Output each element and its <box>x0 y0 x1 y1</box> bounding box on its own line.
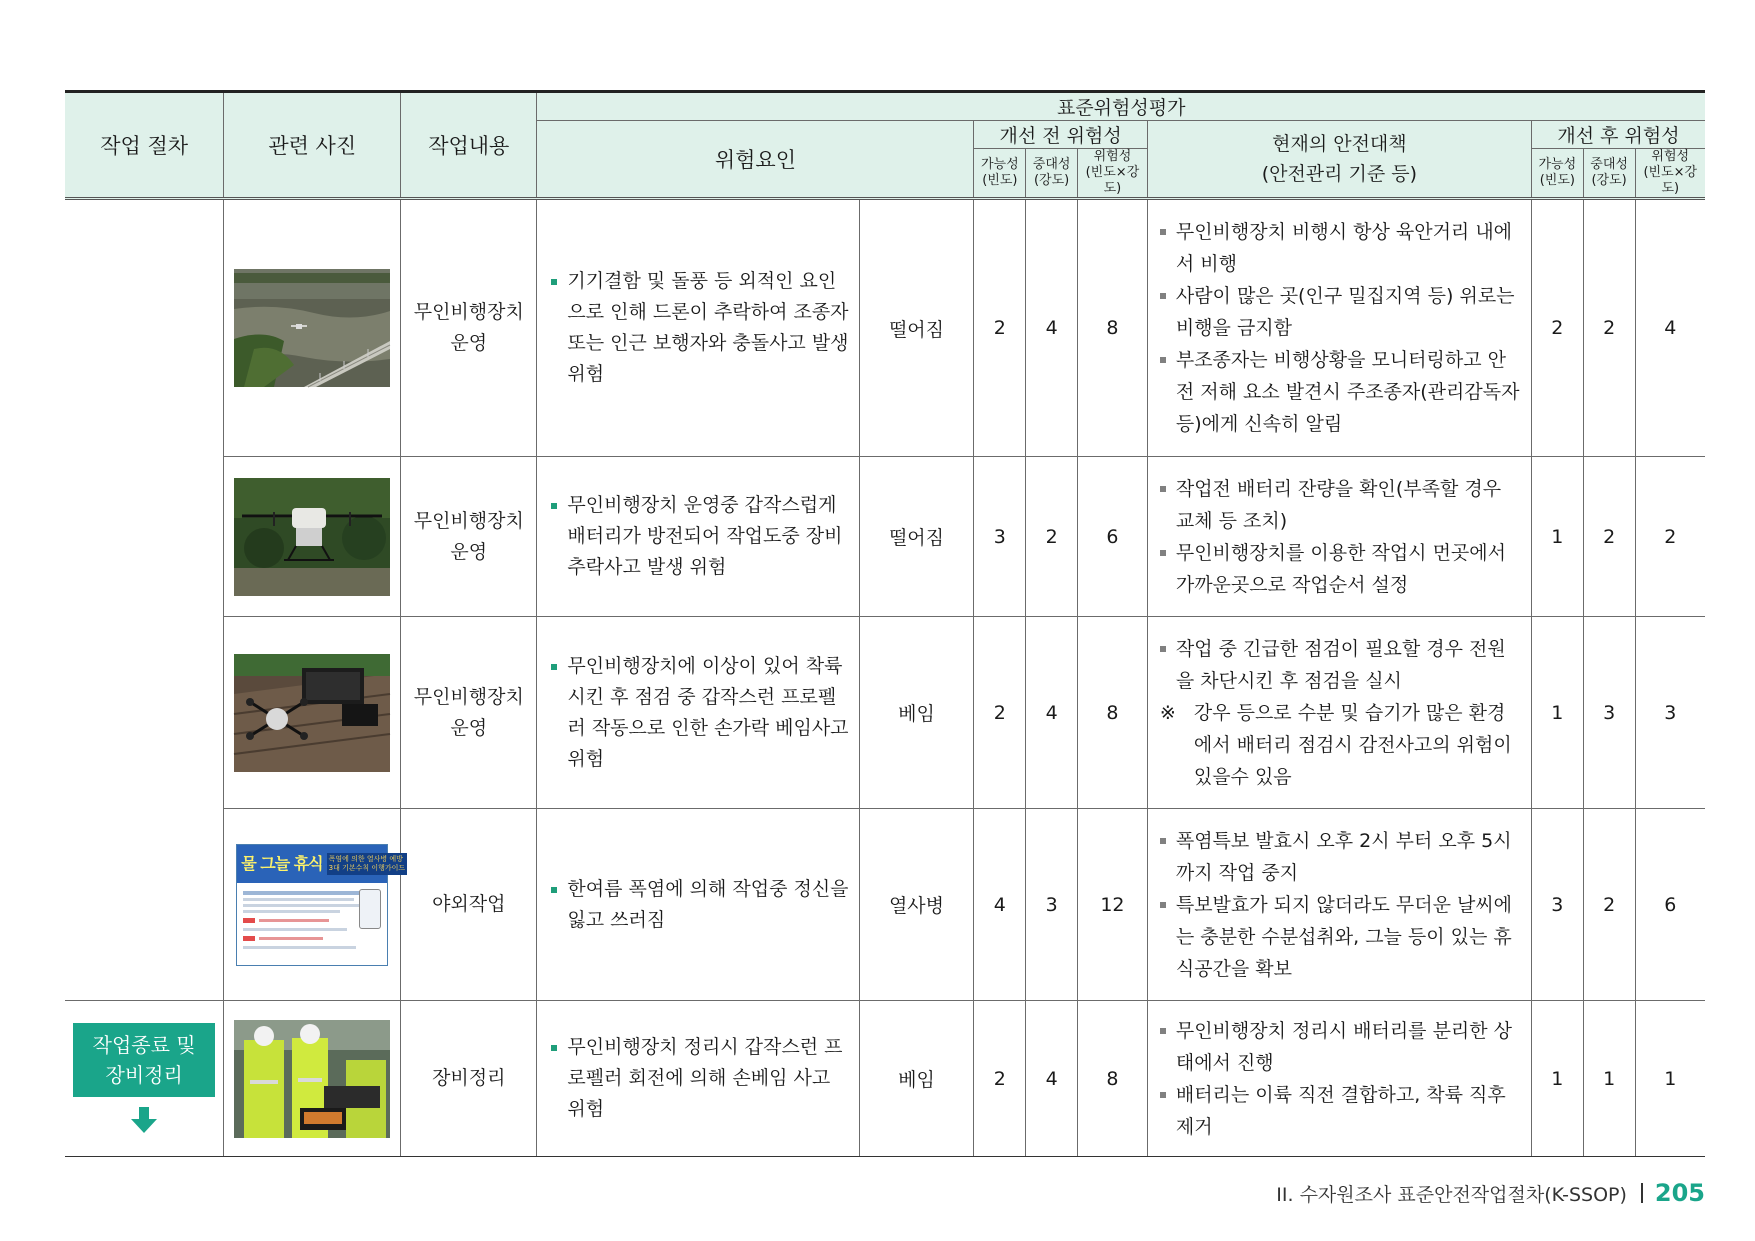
equipment-cleanup-photo <box>234 1020 390 1138</box>
measures-cell <box>1147 617 1531 809</box>
drone-over-river-photo <box>234 269 390 387</box>
footer-title: II. 수자원조사 표준안전작업절차(K-SSOP) <box>1276 1183 1627 1206</box>
header-after-severity: 중대성 (강도) <box>1583 149 1635 199</box>
after-likelihood: 3 <box>1531 809 1583 1001</box>
photo-cell <box>224 809 406 1001</box>
header-procedure: 작업 절차 <box>65 92 224 199</box>
header-after-risk: 위험성 (빈도×강도) <box>1635 149 1705 199</box>
header-hazard: 위험요인 <box>537 121 974 199</box>
drone-inspection-photo <box>234 654 390 772</box>
header-work: 작업내용 <box>401 92 537 199</box>
heatwave-guide-poster <box>236 844 406 966</box>
work-line: 운영 <box>450 332 488 354</box>
after-severity: 3 <box>1583 617 1635 809</box>
table-row <box>65 809 1705 1001</box>
page-number: 205 <box>1654 1179 1705 1207</box>
header-before-risk: 위험성 (빈도×강도) <box>1078 149 1148 199</box>
before-risk: 8 <box>1078 617 1148 809</box>
table-row <box>65 199 1705 457</box>
before-severity: 4 <box>1026 1001 1078 1157</box>
hazard-text: 무인비행장치 정리시 갑작스런 프로펠러 회전에 의해 손베임 사고 위험 <box>549 1032 848 1125</box>
work-line: 무인비행장치 <box>413 509 524 532</box>
measure-note <box>1158 697 1521 793</box>
hazard-cell <box>537 617 859 809</box>
hazard-type: 베임 <box>859 1001 974 1157</box>
hazard-cell <box>537 809 859 1001</box>
after-likelihood: 1 <box>1531 457 1583 617</box>
hazard-type: 떨어짐 <box>859 457 974 617</box>
measures-cell <box>1147 457 1531 617</box>
work-content <box>401 617 537 809</box>
measures-cell <box>1147 199 1531 457</box>
table-row <box>65 1001 1705 1157</box>
hazard-cell <box>537 457 859 617</box>
hazard-text: 무인비행장치에 이상이 있어 착륙시킨 후 점검 중 갑작스런 프로펠러 작동으로 인한 손가락 베임사고 위험 <box>549 651 848 775</box>
poster-phone <box>359 889 381 929</box>
after-risk: 1 <box>1635 1001 1705 1157</box>
stage-line: 장비정리 <box>105 1062 183 1087</box>
poster-banner <box>237 845 406 883</box>
before-risk: 12 <box>1078 809 1148 1001</box>
measure-item: 특보발효가 되지 않더라도 무더운 날씨에는 충분한 수분섭취와, 그늘 등이 있는 휴식공간을 확보 <box>1158 889 1521 985</box>
measure-item: 작업전 배터리 잔량을 확인(부족할 경우 교체 등 조치) <box>1158 473 1521 537</box>
header-before-likelihood: 가능성 (빈도) <box>974 149 1026 199</box>
work-content <box>401 457 537 617</box>
after-risk: 2 <box>1635 457 1705 617</box>
poster-title: 물 그늘 휴식 <box>241 853 323 873</box>
measure-item: 부조종자는 비행상황을 모니터링하고 안전 저해 요소 발견시 주조종자(관리감독자등)에게 신속히 알림 <box>1158 344 1521 440</box>
work-line: 운영 <box>450 716 488 739</box>
hazard-type: 떨어짐 <box>859 199 974 457</box>
poster-badge-line: 폭염에 의한 열사병 예방 <box>328 854 403 863</box>
hazard-type: 베임 <box>859 617 974 809</box>
before-severity: 3 <box>1026 809 1078 1001</box>
after-risk: 3 <box>1635 617 1705 809</box>
risk-assessment-table <box>65 90 1705 1157</box>
after-likelihood: 1 <box>1531 617 1583 809</box>
before-risk: 6 <box>1078 457 1148 617</box>
work-line: 운영 <box>450 540 488 563</box>
table-row <box>65 457 1705 617</box>
before-severity: 4 <box>1026 617 1078 809</box>
header-assessment: 표준위험성평가 <box>537 92 1705 121</box>
work-content <box>401 199 537 457</box>
hazard-text: 무인비행장치 운영중 갑작스럽게 배터리가 방전되어 작업도중 장비 추락사고 발생 위험 <box>549 490 848 583</box>
before-severity: 2 <box>1026 457 1078 617</box>
measure-item: 무인비행장치를 이용한 작업시 먼곳에서 가까운곳으로 작업순서 설정 <box>1158 537 1521 601</box>
after-risk: 4 <box>1635 199 1705 457</box>
hazard-type: 열사병 <box>859 809 974 1001</box>
table-row <box>65 617 1705 809</box>
before-likelihood: 3 <box>974 457 1026 617</box>
procedure-cell <box>65 1001 224 1157</box>
photo-cell <box>224 1001 401 1157</box>
before-likelihood: 2 <box>974 617 1026 809</box>
work-line: 야외작업 <box>432 893 506 915</box>
work-content <box>401 1001 537 1157</box>
after-severity: 2 <box>1583 199 1635 457</box>
agricultural-drone-photo <box>234 478 390 596</box>
before-risk: 8 <box>1078 1001 1148 1157</box>
measure-item: 무인비행장치 비행시 항상 육안거리 내에서 비행 <box>1158 216 1521 280</box>
work-line: 장비정리 <box>432 1067 506 1089</box>
work-line: 무인비행장치 <box>413 301 524 323</box>
note-text: 강우 등으로 수분 및 습기가 많은 환경에서 배터리 점검시 감전사고의 위험이 있을수 있음 <box>1193 701 1512 788</box>
stage-label-box <box>73 1023 215 1097</box>
after-likelihood: 1 <box>1531 1001 1583 1157</box>
hazard-text: 기기결함 및 돌풍 등 외적인 요인으로 인해 드론이 추락하여 조종자 또는 인근 보행자와 충돌사고 발생 위험 <box>549 266 848 390</box>
photo-cell <box>224 617 401 809</box>
photo-cell <box>224 457 401 617</box>
procedure-cell-empty <box>65 199 224 1001</box>
work-line: 무인비행장치 <box>413 685 524 708</box>
hazard-cell <box>537 1001 859 1157</box>
photo-cell <box>224 199 401 457</box>
after-risk: 6 <box>1635 809 1705 1001</box>
poster-badge-line: 3대 기본수칙 이행가이드 <box>328 863 406 872</box>
before-severity: 4 <box>1026 199 1078 457</box>
before-risk: 8 <box>1078 199 1148 457</box>
header-measures-line2: (안전관리 기준 등) <box>1261 163 1418 185</box>
header-after-likelihood: 가능성 (빈도) <box>1531 149 1583 199</box>
measure-item: 사람이 많은 곳(인구 밀집지역 등) 위로는 비행을 금지함 <box>1158 280 1521 344</box>
footer-divider <box>1641 1183 1643 1203</box>
before-likelihood: 4 <box>974 809 1026 1001</box>
header-measures-line1: 현재의 안전대책 <box>1272 133 1407 155</box>
measure-item: 배터리는 이륙 직전 결합하고, 착륙 직후 제거 <box>1158 1079 1521 1143</box>
page-footer <box>1276 1178 1705 1208</box>
after-severity: 2 <box>1583 809 1635 1001</box>
header-after: 개선 후 위험성 <box>1531 121 1705 149</box>
arrow-down-icon <box>129 1105 159 1135</box>
hazard-text: 한여름 폭염에 의해 작업중 정신을 잃고 쓰러짐 <box>549 874 848 936</box>
after-severity: 2 <box>1583 457 1635 617</box>
work-content <box>401 809 537 1001</box>
header-before: 개선 전 위험성 <box>974 121 1147 149</box>
measure-item: 무인비행장치 정리시 배터리를 분리한 상태에서 진행 <box>1158 1015 1521 1079</box>
measures-cell <box>1147 809 1531 1001</box>
header-photo: 관련 사진 <box>224 92 401 199</box>
before-likelihood: 2 <box>974 199 1026 457</box>
measures-cell <box>1147 1001 1531 1157</box>
header-before-severity: 중대성 (강도) <box>1026 149 1078 199</box>
measure-item: 작업 중 긴급한 점검이 필요할 경우 전원을 차단시킨 후 점검을 실시 <box>1158 633 1521 697</box>
header-measures <box>1147 121 1531 199</box>
note-mark: ※ <box>1159 701 1176 724</box>
poster-badge <box>327 853 408 875</box>
hazard-cell <box>537 199 859 457</box>
after-likelihood: 2 <box>1531 199 1583 457</box>
before-likelihood: 2 <box>974 1001 1026 1157</box>
stage-line: 작업종료 및 <box>92 1032 196 1057</box>
measure-item: 폭염특보 발효시 오후 2시 부터 오후 5시까지 작업 중지 <box>1158 825 1521 889</box>
after-severity: 1 <box>1583 1001 1635 1157</box>
